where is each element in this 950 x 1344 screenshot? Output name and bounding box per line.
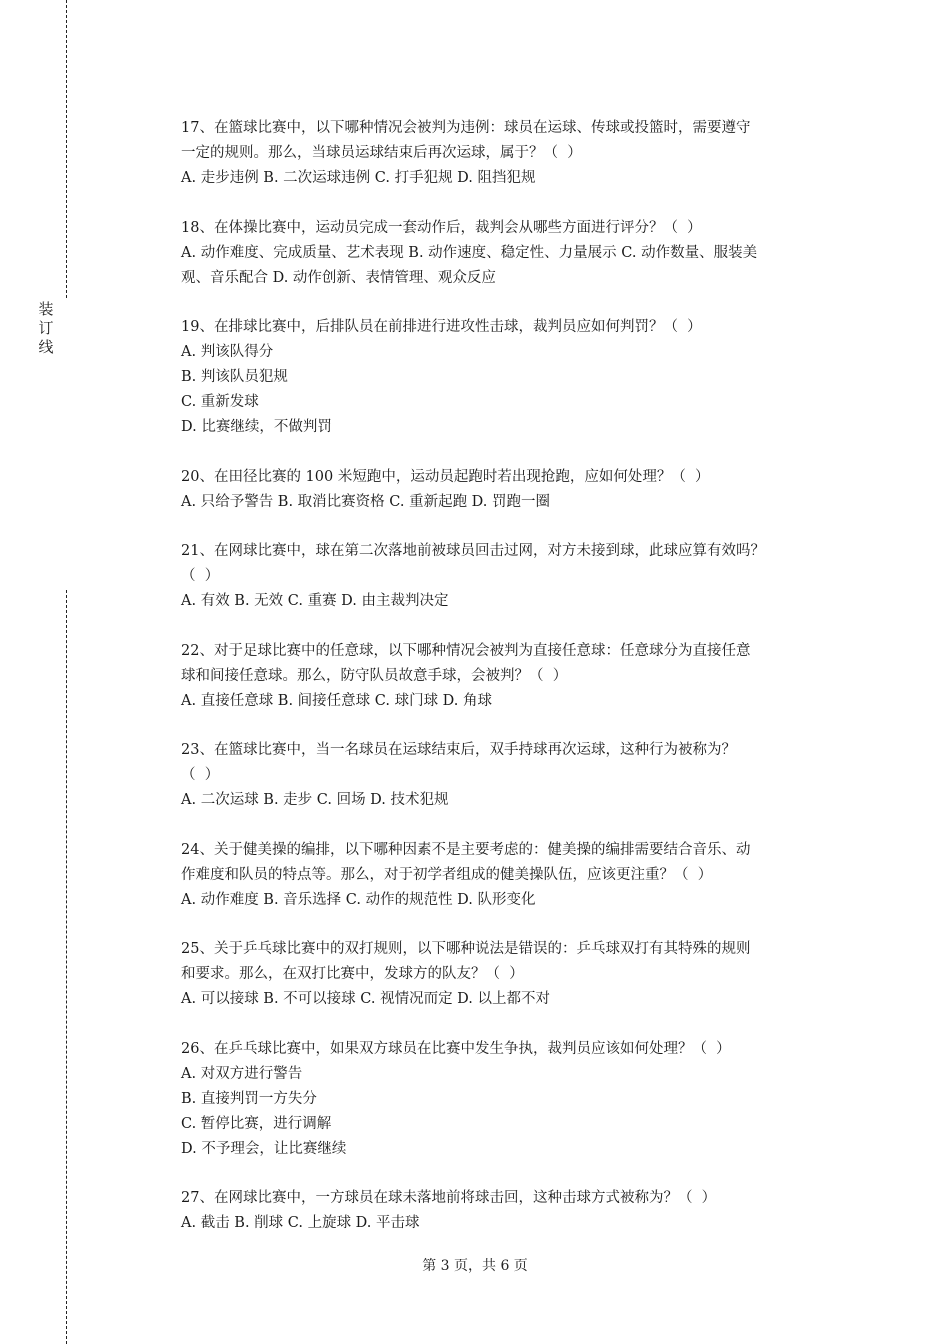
binding-dashed-line-top — [66, 0, 67, 298]
question-list — [181, 116, 841, 1261]
question-text: 25、关于乒乓球比赛中的双打规则，以下哪种说法是错误的：乒乓球双打有其特殊的规则 — [181, 941, 751, 957]
question-item — [181, 315, 841, 440]
question-text: 19、在排球比赛中，后排队员在前排进行进攻性击球，裁判员应如何判罚？（ ） — [181, 319, 702, 335]
question-line: A. 二次运球 B. 走步 C. 回场 D. 技术犯规 — [181, 792, 449, 808]
question-item — [181, 216, 841, 291]
question-line: 球和间接任意球。那么，防守队员故意手球，会被判？（ ） — [181, 667, 568, 684]
binding-dashed-line-bottom — [66, 590, 67, 1344]
question-item — [181, 116, 841, 191]
question-text: 18、在体操比赛中，运动员完成一套动作后，裁判会从哪些方面进行评分？（ ） — [181, 219, 702, 236]
question-line: A. 只给予警告 B. 取消比赛资格 C. 重新起跑 D. 罚跑一圈 — [181, 493, 551, 510]
binding-char: 订 — [38, 319, 54, 337]
question-line: A. 可以接球 B. 不可以接球 C. 视情况而定 D. 以上都不对 — [181, 991, 551, 1007]
question-text: 22、对于足球比赛中的任意球，以下哪种情况会被判为直接任意球：任意球分为直接任意 — [181, 642, 751, 659]
question-text: 26、在乒乓球比赛中，如果双方球员在比赛中发生争执，裁判员应该如何处理？（ ） — [181, 1040, 731, 1057]
question-line: （ ） — [181, 767, 220, 783]
page-footer: 第 3 页，共 6 页 — [422, 1258, 528, 1274]
question-line: D. 不予理会，让比赛继续 — [181, 1140, 347, 1157]
question-line: A. 走步违例 B. 二次运球违例 C. 打手犯规 D. 阻挡犯规 — [181, 170, 536, 186]
binding-label — [34, 300, 58, 357]
question-line: B. 判该队员犯规 — [181, 369, 288, 385]
question-line: A. 直接任意球 B. 间接任意球 C. 球门球 D. 角球 — [181, 692, 493, 709]
question-line: A. 截击 B. 削球 C. 上旋球 D. 平击球 — [181, 1215, 420, 1231]
question-line: B. 直接判罚一方失分 — [181, 1090, 317, 1107]
question-text: 27、在网球比赛中，一方球员在球未落地前将球击回，这种击球方式被称为？（ ） — [181, 1190, 717, 1206]
question-line: A. 动作难度、完成质量、艺术表现 B. 动作速度、稳定性、力量展示 C. 动作数量、服装美 — [181, 244, 758, 261]
question-item — [181, 1037, 841, 1162]
question-text: 20、在田径比赛的 100 米短跑中，运动员起跑时若出现抢跑，应如何处理？（ ） — [181, 468, 710, 485]
question-line: （ ） — [181, 568, 220, 584]
question-item — [181, 838, 841, 913]
question-line: D. 比赛继续，不做判罚 — [181, 419, 332, 435]
binding-char: 装 — [38, 300, 54, 318]
question-item — [181, 465, 841, 515]
question-line: 一定的规则。那么，当球员运球结束后再次运球，属于？（ ） — [181, 145, 582, 161]
question-text: 17、在篮球比赛中，以下哪种情况会被判为违例：球员在运球、传球或投篮时，需要遵守 — [181, 120, 751, 136]
question-item — [181, 539, 841, 614]
question-item — [181, 639, 841, 714]
question-text: 21、在网球比赛中，球在第二次落地前被球员回击过网，对方未接到球，此球应算有效吗？ — [181, 543, 765, 559]
question-line: A. 动作难度 B. 音乐选择 C. 动作的规范性 D. 队形变化 — [181, 891, 536, 908]
question-item — [181, 738, 841, 813]
question-line: 观、音乐配合 D. 动作创新、表情管理、观众反应 — [181, 269, 496, 286]
question-line: 和要求。那么，在双打比赛中，发球方的队友？（ ） — [181, 966, 524, 982]
question-line: 作难度和队员的特点等。那么，对于初学者组成的健美操队伍，应该更注重？（ ） — [181, 866, 713, 883]
question-line: C. 暂停比赛，进行调解 — [181, 1115, 332, 1132]
question-line: C. 重新发球 — [181, 394, 259, 410]
question-line: A. 对双方进行警告 — [181, 1065, 303, 1082]
question-line: A. 有效 B. 无效 C. 重赛 D. 由主裁判决定 — [181, 593, 449, 609]
binding-char: 线 — [38, 338, 54, 356]
question-item — [181, 1186, 841, 1236]
question-line: A. 判该队得分 — [181, 344, 274, 360]
question-text: 23、在篮球比赛中，当一名球员在运球结束后，双手持球再次运球，这种行为被称为？ — [181, 742, 736, 758]
question-text: 24、关于健美操的编排，以下哪种因素不是主要考虑的：健美操的编排需要结合音乐、动 — [181, 841, 751, 858]
question-item — [181, 937, 841, 1012]
